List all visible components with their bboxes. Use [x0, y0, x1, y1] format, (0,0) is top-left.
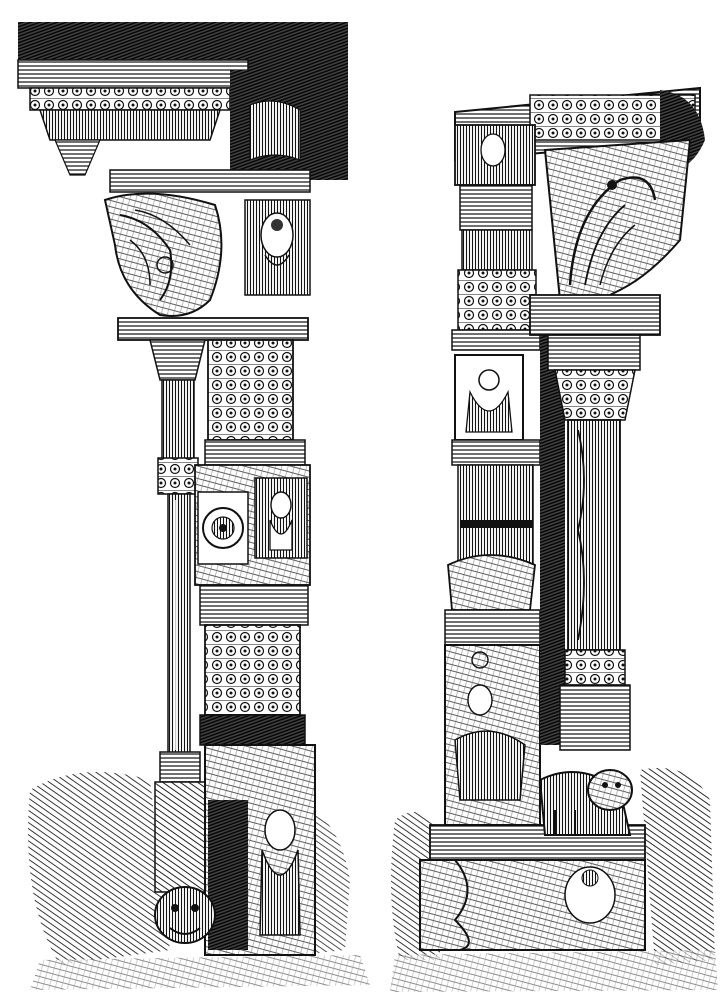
right-lotus-band: [448, 555, 535, 610]
left-lion-head-carving: [155, 887, 215, 943]
left-upper-figure-panel: [245, 200, 310, 295]
right-main-shaft: [445, 125, 540, 825]
left-main-shaft: [195, 340, 315, 955]
left-colonnette: [150, 340, 205, 892]
right-side-column: [540, 330, 640, 750]
right-yali-bracket: [530, 140, 690, 335]
left-entablature: [18, 22, 348, 192]
right-plinth: [420, 825, 645, 950]
right-top-figure: [481, 134, 505, 166]
left-bracket-carving: [105, 194, 221, 316]
left-capital-slab: [118, 318, 308, 340]
right-lion-sculpture: [540, 770, 632, 835]
